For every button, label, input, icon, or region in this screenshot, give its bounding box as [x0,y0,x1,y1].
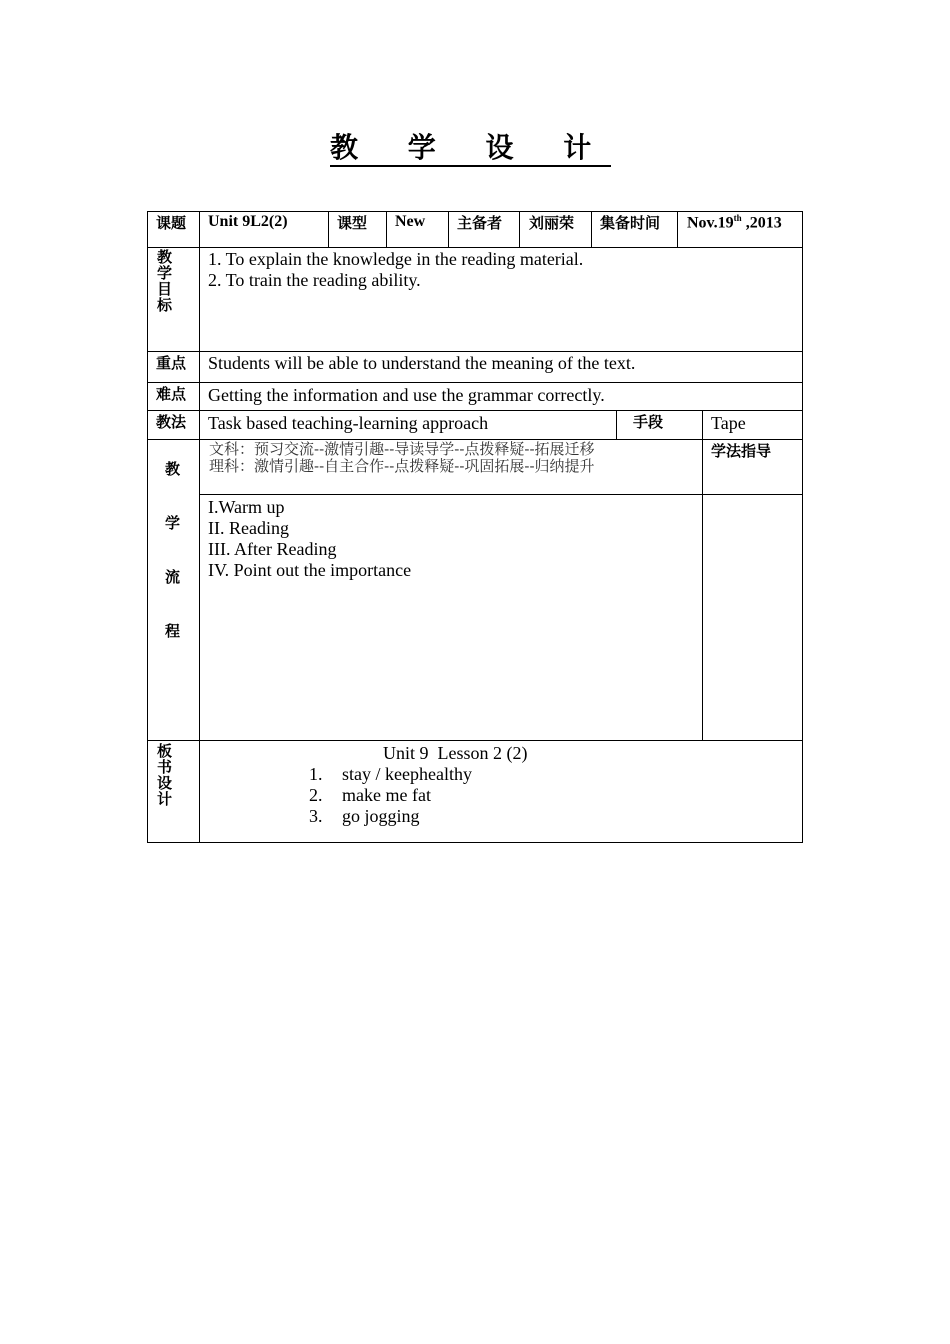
board-heading: Unit 9 Lesson 2 (2) [383,743,528,763]
key-point-label: 重点 [156,354,187,372]
objectives-label: 教学目标 [157,248,173,314]
board-label: 板书设计 [157,742,173,808]
board-item-1-num: 1. [309,764,323,784]
type-label: 课型 [337,214,368,232]
objective-1: 1. To explain the knowledge in the reading material. [208,249,584,269]
mode-line-science: 理科：激情引趣--自主合作--点拨释疑--巩固拓展--归纳提升 [209,457,595,475]
step-4: IV. Point out the importance [208,560,412,580]
board-item-3-num: 3. [309,806,323,826]
process-char-2: 学 [165,514,181,532]
difficulty-label: 难点 [156,385,187,403]
method-label: 教法 [156,413,187,431]
process-char-3: 流 [165,568,181,586]
topic-label: 课题 [156,214,187,232]
topic-value: Unit 9L2(2) [208,213,288,230]
date-label: 集备时间 [600,214,661,232]
step-2: II. Reading [208,518,289,538]
date-value: Nov.19th ,2013 [687,213,782,232]
mode-line-arts: 文科：预习交流--激情引趣--导读导学--点拨释疑--拓展迁移 [209,440,595,458]
type-value: New [395,213,426,230]
objective-2: 2. To train the reading ability. [208,270,421,290]
board-item-1: stay / keephealthy [342,764,472,784]
key-point-text: Students will be able to understand the meaning of the text. [208,353,636,373]
board-item-2: make me fat [342,785,431,805]
preparer-value: 刘丽荣 [529,214,575,232]
process-char-4: 程 [165,622,181,640]
means-value: Tape [711,413,746,433]
preparer-label: 主备者 [457,214,503,232]
board-item-3: go jogging [342,806,420,826]
board-item-2-num: 2. [309,785,323,805]
means-label: 手段 [633,413,664,431]
difficulty-text: Getting the information and use the grammar correctly. [208,385,605,405]
page-title: 教 学 设 计 [330,131,611,167]
guide-label: 学法指导 [711,442,772,460]
step-3: III. After Reading [208,539,337,559]
step-1: I.Warm up [208,497,285,517]
process-char-1: 教 [165,460,181,478]
method-text: Task based teaching-learning approach [208,413,489,433]
